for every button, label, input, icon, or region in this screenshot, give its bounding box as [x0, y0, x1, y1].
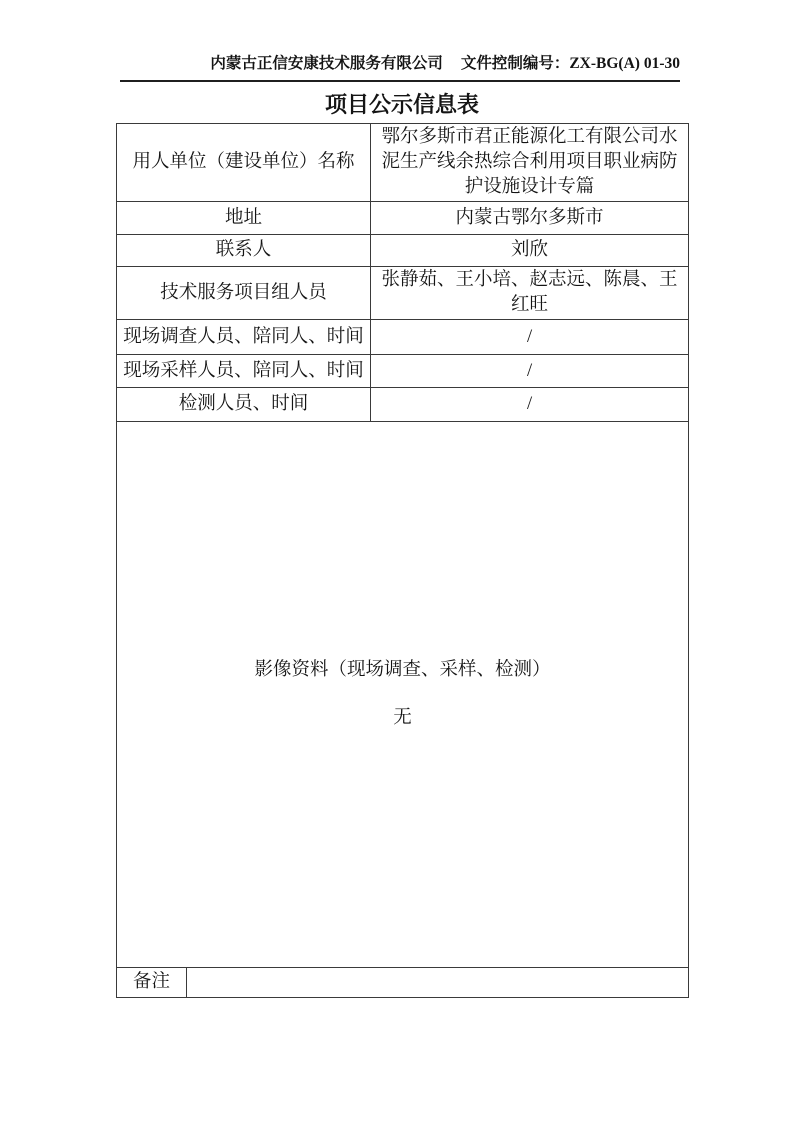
row-label-service-team: 技术服务项目组人员 — [117, 267, 371, 320]
row-value-employer-name: 鄂尔多斯市君正能源化工有限公司水泥生产线余热综合利用项目职业病防护设施设计专篇 — [371, 124, 689, 202]
table-row-remarks — [117, 968, 689, 998]
row-label-testing-personnel: 检测人员、时间 — [117, 388, 371, 422]
doc-control-number: 文件控制编号：ZX-BG(A) 01-30 — [460, 55, 680, 72]
row-value-contact-person: 刘欣 — [371, 235, 689, 267]
media-section-heading: 影像资料（现场调查、采样、检测） — [254, 660, 551, 680]
table-row-media — [117, 422, 689, 968]
table-row — [117, 124, 689, 202]
row-label-site-sampling: 现场采样人员、陪同人、时间 — [117, 355, 371, 388]
row-value-address: 内蒙古鄂尔多斯市 — [371, 202, 689, 235]
table-row — [117, 355, 689, 388]
row-label-site-survey: 现场调查人员、陪同人、时间 — [117, 320, 371, 355]
page-title: 项目公示信息表 — [324, 92, 479, 117]
row-value-testing-personnel: / — [371, 388, 689, 422]
media-section — [117, 422, 689, 968]
table-row — [117, 388, 689, 422]
row-value-service-team: 张静茹、王小培、赵志远、陈晨、王红旺 — [371, 267, 689, 320]
media-section-content: 无 — [393, 708, 412, 728]
remarks-label: 备注 — [117, 968, 187, 998]
table-row — [117, 267, 689, 320]
row-value-site-survey: / — [371, 320, 689, 355]
row-label-contact-person: 联系人 — [117, 235, 371, 267]
table-row — [117, 202, 689, 235]
table-row — [117, 320, 689, 355]
row-label-address: 地址 — [117, 202, 371, 235]
table-row — [117, 235, 689, 267]
row-label-employer-name: 用人单位（建设单位）名称 — [117, 124, 371, 202]
remarks-value — [187, 968, 689, 998]
project-info-table — [116, 123, 689, 998]
company-name: 内蒙古正信安康技术服务有限公司 — [210, 55, 443, 72]
row-value-site-sampling: / — [371, 355, 689, 388]
page-header — [120, 52, 680, 82]
